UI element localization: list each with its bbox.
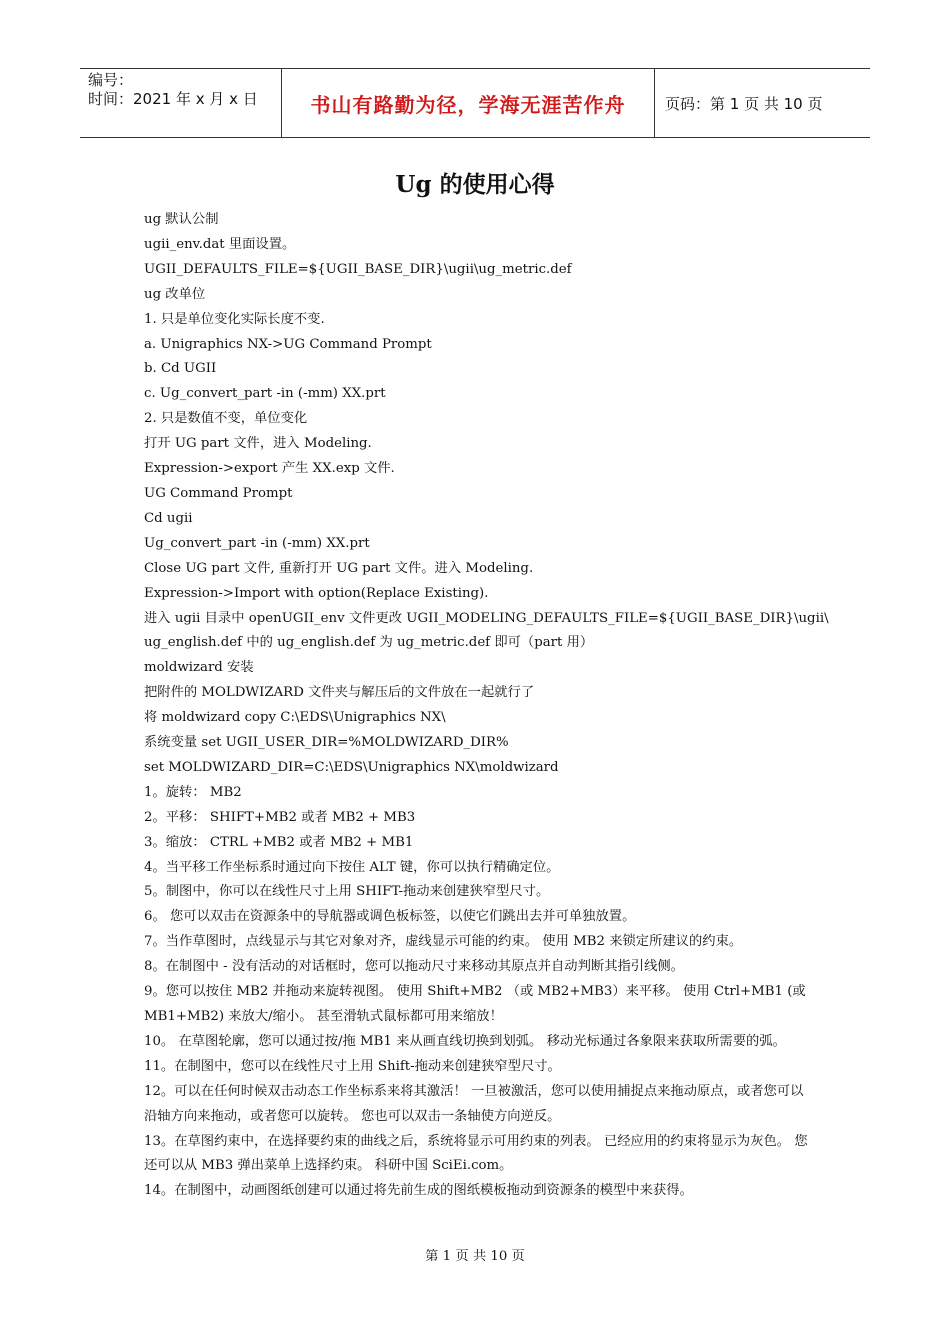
text-line: 系统变量 set UGII_USER_DIR=%MOLDWIZARD_DIR%: [144, 735, 509, 751]
text-paragraph: 10。 在草图轮廓，您可以通过按/拖 MB1 来从画直线切换到划弧。 移动光标通过各象限来获取所需要的弧。: [144, 1033, 786, 1049]
text-line: 4。当平移工作坐标系时通过向下按住 ALT 键，你可以执行精确定位。: [144, 859, 560, 875]
text-paragraph: 9。您可以按住 MB2 并拖动来旋转视图。 使用 Shift+MB2 （或 MB2+MB3）来平移。 使用 Ctrl+MB1 (或 MB1+MB2) 来放大/缩小。 甚至滑轨式鼠标都可用来缩放！: [144, 984, 806, 1024]
text-line: ug 改单位: [144, 286, 206, 302]
text-paragraph: 11。在制图中，您可以在线性尺寸上用 Shift-拖动来创建狭窄型尺寸。: [144, 1058, 561, 1074]
header-meta: [80, 69, 282, 137]
document-body: [144, 208, 829, 1204]
text-line: 打开 UG part 文件，进入 Modeling.: [144, 436, 372, 452]
text-line: 1。旋转： MB2: [144, 784, 242, 800]
header-page-info: 页码：第 1 页 共 10 页: [665, 94, 823, 113]
text-paragraph: 12。可以在任何时候双击动态工作坐标系来将其激活！ 一旦被激活，您可以使用捕捉点来拖动原点，或者您可以沿轴方向来拖动，或者您可以旋转。 您也可以双击一条轴使方向逆反。: [144, 1083, 804, 1124]
text-line: Expression->export 产生 XX.exp 文件.: [144, 461, 395, 477]
text-line: 8。在制图中 - 没有活动的对话框时，您可以拖动尺寸来移动其原点并自动判断其指引线侧。: [144, 959, 684, 975]
number-label: 编号：: [88, 71, 134, 89]
text-line: set MOLDWIZARD_DIR=C:\EDS\Unigraphics NX\moldwizard: [144, 759, 559, 775]
text-line: ug 默认公制: [144, 212, 219, 227]
text-line: Close UG part 文件, 重新打开 UG part 文件。进入 Modeling.: [144, 560, 534, 576]
text-line: Cd ugii: [144, 510, 193, 526]
text-line: UGII_DEFAULTS_FILE=${UGII_BASE_DIR}\ugii\ug_metric.def: [144, 261, 572, 277]
text-paragraph: 13。在草图约束中，在选择要约束的曲线之后，系统将显示可用约束的列表。 已经应用的约束将显示为灰色。 您还可以从 MB3 弹出菜单上选择约束。 科研中国 SciEi.com。: [144, 1133, 808, 1174]
text-line: 7。当作草图时，点线显示与其它对象对齐，虚线显示可能的约束。 使用 MB2 来锁定所建议的约束。: [144, 934, 743, 950]
text-line: 2. 只是数值不变，单位变化: [144, 411, 308, 427]
text-line: a. Unigraphics NX->UG Command Prompt: [144, 336, 432, 352]
text-line: ugii_env.dat 里面设置。: [144, 236, 296, 252]
text-line: 5。制图中，你可以在线性尺寸上用 SHIFT-拖动来创建狭窄型尺寸。: [144, 884, 550, 900]
text-line: Expression->Import with option(Replace Existing).: [144, 585, 489, 601]
text-line: b. Cd UGII: [144, 361, 217, 377]
document-header: [80, 68, 870, 138]
text-line: Ug_convert_part -in (-mm) XX.prt: [144, 535, 370, 551]
text-line: UG Command Prompt: [144, 485, 293, 501]
header-motto: 书山有路勤为径，学海无涯苦作舟: [282, 69, 655, 137]
text-line: 2。平移： SHIFT+MB2 或者 MB2 + MB3: [144, 809, 416, 825]
time-label: 时间：2021 年 x 月 x 日: [88, 90, 258, 108]
text-line: 1. 只是单位变化实际长度不变.: [144, 311, 325, 327]
text-line: 3。缩放： CTRL +MB2 或者 MB2 + MB1: [144, 834, 414, 850]
document-title: Ug 的使用心得: [395, 171, 555, 198]
text-paragraph: 14。在制图中，动画图纸创建可以通过将先前生成的图纸模板拖动到资源条的模型中来获得。: [144, 1183, 693, 1199]
text-line: 进入 ugii 目录中 openUGII_env 文件更改 UGII_MODELING_DEFAULTS_FILE=${UGII_BASE_DIR}\ugii\: [144, 610, 829, 626]
text-line: c. Ug_convert_part -in (-mm) XX.prt: [144, 386, 386, 402]
page-footer: 第 1 页 共 10 页: [425, 1249, 525, 1264]
text-line: moldwizard 安装: [144, 660, 254, 676]
text-line: 将 moldwizard copy C:\EDS\Unigraphics NX\: [144, 710, 446, 726]
text-line: ug_english.def 中的 ug_english.def 为 ug_metric.def 即可（part 用）: [144, 635, 594, 651]
text-line: 把附件的 MOLDWIZARD 文件夹与解压后的文件放在一起就行了: [144, 685, 535, 701]
text-line: 6。 您可以双击在资源条中的导航器或调色板标签，以使它们跳出去并可单独放置。: [144, 909, 636, 925]
